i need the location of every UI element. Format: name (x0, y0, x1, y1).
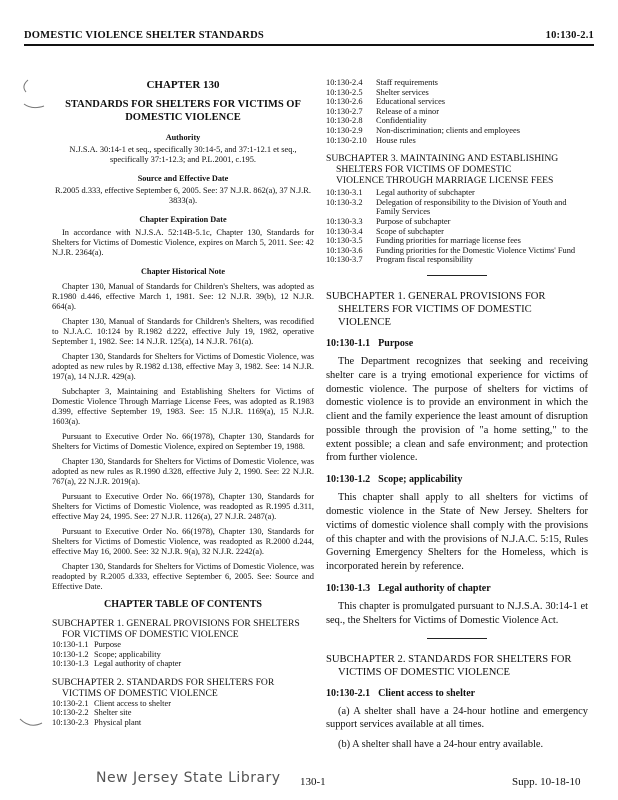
chapter-number: CHAPTER 130 (146, 79, 220, 91)
expiration-text: In accordance with N.J.S.A. 52:14B-5.1c, Chapter 130, Standards for Shelters for Victims of Domestic Violence, expires on March 5, 2011. See: 42 N.J.R. 2364(a). (52, 228, 314, 257)
divider (427, 275, 487, 276)
toc-row[interactable]: 10:130-3.5 Funding priorities for marriage license fees (326, 236, 521, 246)
toc-row[interactable]: 10:130-2.9 Non-discrimination; clients and employees (326, 125, 520, 135)
running-header (24, 28, 594, 46)
history-note: Pursuant to Executive Order No. 66(1978), Chapter 130, Standards for Shelters for Victims of Domestic Violence, expired on September 19, 1988. (52, 432, 314, 451)
subchapter-1-heading: SUBCHAPTER 1. GENERAL PROVISIONS FOR SHELTERS FOR VICTIMS OF DOMESTIC VIOLENCE (326, 290, 546, 328)
toc-row[interactable]: 10:130-3.4 Scope of subchapter (326, 226, 444, 236)
authority-text: N.J.S.A. 30:14-1 et seq., specifically 30:14-5, and 37:1-12.1 et seq., specifically 37:1-12.3; and P.L.2001, c.195. (69, 145, 297, 164)
section-heading-2-1: 10:130-2.1 Client access to shelter (326, 687, 476, 699)
toc-heading: CHAPTER TABLE OF CONTENTS (104, 599, 262, 610)
toc-row[interactable]: 10:130-2.4 Staff requirements (326, 78, 438, 87)
right-column (326, 78, 588, 752)
history-note: Chapter 130, Standards for Shelters for Victims of Domestic Violence, was adopted as new rules as R.1990 d.328, effective July 2, 1990. See: 22 N.J.R. 767(a), 22 N.J.R. 2019(a). (52, 457, 314, 486)
toc-row[interactable]: 10:130-2.7 Release of a minor (326, 106, 440, 116)
toc-list-2 (52, 699, 314, 728)
expiration-heading: Chapter Expiration Date (139, 215, 227, 224)
margin-mark-icon (16, 715, 46, 735)
toc-row[interactable]: 10:130-2.5 Shelter services (326, 87, 429, 97)
toc-row[interactable]: 10:130-3.7 Program fiscal responsibility (326, 255, 473, 265)
toc-row[interactable]: 10:130-2.2 Shelter site (52, 708, 132, 718)
toc-row[interactable]: 10:130-3.2 Delegation of responsibility to the Division of Youth and Family Services (326, 197, 567, 217)
toc-subchapter-2: SUBCHAPTER 2. STANDARDS FOR SHELTERS FOR VICTIMS OF DOMESTIC VIOLENCE (52, 676, 275, 699)
toc-row[interactable]: 10:130-1.3 Legal authority of chapter (52, 659, 182, 669)
toc-list-2-cont (326, 78, 588, 145)
history-note: Chapter 130, Manual of Standards for Children's Shelters, was recodified to N.J.A.C. 10:124 by R.1982 d.222, effective July 19, 1982, operative September 1, 1982. See: 14 N.J.R. 125(a), 14 N.J.R. 761(a). (52, 317, 314, 346)
section-text-2-1-b: (b) A shelter shall have a 24-hour entry available. (338, 739, 544, 751)
margin-mark-icon (18, 78, 48, 112)
toc-subchapter-3: SUBCHAPTER 3. MAINTAINING AND ESTABLISHING SHELTERS FOR VICTIMS OF DOMESTIC VIOLENCE THROUGH MARRIAGE LICENSE FEES (326, 153, 559, 187)
toc-list-3 (326, 188, 588, 265)
toc-list-1 (52, 640, 314, 669)
toc-row[interactable]: 10:130-2.10 House rules (326, 135, 416, 145)
header-section: 10:130-2.1 (545, 30, 594, 41)
source-heading: Source and Effective Date (137, 174, 229, 183)
library-stamp: New Jersey State Library (96, 770, 281, 786)
history-heading: Chapter Historical Note (141, 267, 225, 276)
section-heading-1-2: 10:130-1.2 Scope; applicability (326, 474, 463, 486)
toc-subchapter-1: SUBCHAPTER 1. GENERAL PROVISIONS FOR SHELTERS FOR VICTIMS OF DOMESTIC VIOLENCE (52, 618, 300, 640)
toc-row[interactable]: 10:130-3.3 Purpose of subchapter (326, 216, 451, 226)
toc-row[interactable]: 10:130-3.1 Legal authority of subchapter (326, 188, 475, 198)
chapter-title: STANDARDS FOR SHELTERS FOR VICTIMS OF DOMESTIC VIOLENCE (65, 99, 301, 123)
history-note: Chapter 130, Manual of Standards for Children's Shelters, was adopted as R.1980 d.446, effective March 1, 1981. See: 12 N.J.R. 39(b), 12 N.J.R. 664(a). (52, 282, 314, 311)
toc-row[interactable]: 10:130-2.1 Client access to shelter (52, 698, 171, 708)
toc-row[interactable]: 10:130-1.1 Purpose (52, 640, 121, 649)
history-note: Chapter 130, Standards for Shelters for Victims of Domestic Violence, was adopted as new rules by R.1982 d.138, effective May 3, 1982. See: 14 N.J.R. 197(a), 14 N.J.R. 429(a). (52, 352, 314, 381)
page-number: 130-1 (300, 776, 326, 788)
history-note: Pursuant to Executive Order No. 66(1978), Chapter 130, Standards for Shelters for Victims of Domestic Violence, was readopted as R.1995 d.311, effective May 24, 1995. See: 27 N.J.R. 1126(a), 27 N.J.R. 2487(a). (52, 492, 314, 521)
subchapter-2-heading: SUBCHAPTER 2. STANDARDS FOR SHELTERS FOR VICTIMS OF DOMESTIC VIOLENCE (326, 653, 572, 678)
left-column (52, 78, 314, 728)
source-text: R.2005 d.333, effective September 6, 2005. See: 37 N.J.R. 862(a), 37 N.J.R. 3833(a). (55, 186, 311, 205)
toc-row[interactable]: 10:130-2.3 Physical plant (52, 717, 142, 727)
supplement-date: Supp. 10-18-10 (512, 776, 581, 788)
section-text-1-1: The Department recognizes that seeking and receiving shelter care is a trying emotional experience for victims of domestic violence. The purpose of shelters for victims of domestic violence is to provide an environment in which the client and the family experience the least amount of disruption possible through the provision of "a home setting," to the extent possible; a clean and safe environment; and protection from further violence. (326, 355, 588, 464)
section-text-2-1-a: (a) A shelter shall have a 24-hour hotline and emergency support services available at all times. (326, 705, 588, 731)
history-note: Subchapter 3, Maintaining and Establishing Shelters for Victims of Domestic Violence Through Marriage License Fees, was adopted as R.1983 d.399, effective September 19, 1983. See: 15 N.J.R. 1169(a), 15 N.J.R. 1603(a). (52, 387, 314, 426)
header-title: DOMESTIC VIOLENCE SHELTER STANDARDS (24, 30, 264, 41)
section-text-1-3: This chapter is promulgated pursuant to N.J.S.A. 30:14-1 et seq., the Shelters for Victims of Domestic Violence Act. (326, 601, 588, 626)
divider (427, 638, 487, 639)
section-text-1-2: This chapter shall apply to all shelters for victims of domestic violence in the State of New Jersey. Shelters for victims of domestic violence shall comply with the provisions of this chapter and with the provisions of N.J.A.C. 5:15, Rules Governing Emergency Shelters for the Homeless, which is incorporated herein by reference. (326, 492, 588, 573)
history-note: Pursuant to Executive Order No. 66(1978), Chapter 130, Standards for Shelters for Victims of Domestic Violence, was readopted as R.2000 d.244, effective May 16, 2000. See: 32 N.J.R. 9(a), 32 N.J.R. 2242(a). (52, 527, 314, 556)
history-note: Chapter 130, Standards for Shelters for Victims of Domestic Violence, was readopted by R.2005 d.333, effective September 6, 2005. See: Source and Effective Date. (52, 562, 314, 591)
section-heading-1-3: 10:130-1.3 Legal authority of chapter (326, 583, 491, 595)
toc-row[interactable]: 10:130-1.2 Scope; applicability (52, 649, 161, 659)
toc-row[interactable]: 10:130-2.8 Confidentiality (326, 116, 427, 126)
toc-row[interactable]: 10:130-2.6 Educational services (326, 97, 446, 107)
toc-row[interactable]: 10:130-3.6 Funding priorities for the Domestic Violence Victims' Fund (326, 245, 576, 255)
section-heading-1-1: 10:130-1.1 Purpose (326, 337, 414, 349)
authority-heading: Authority (165, 133, 201, 142)
